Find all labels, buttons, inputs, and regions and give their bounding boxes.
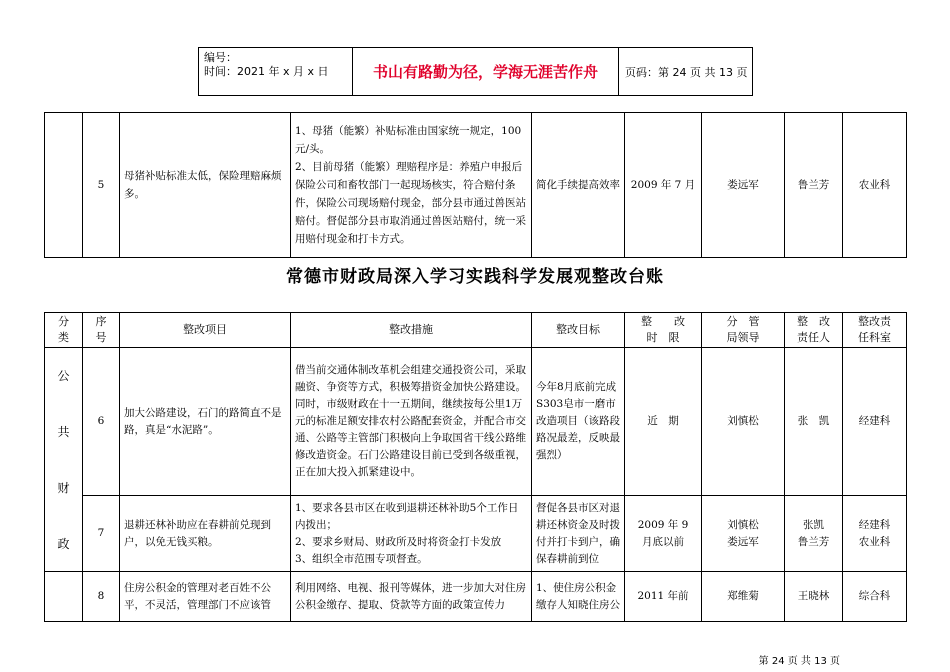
col-header-person: 整 改 责任人 <box>785 313 843 348</box>
col-header-category: 分 类 <box>45 313 83 348</box>
document-time-label: 时间：2021 年 x 月 x 日 <box>204 65 329 78</box>
page-footer: 第 24 页 共 13 页 <box>758 656 840 667</box>
document-title: 常德市财政局深入学习实践科学发展观整改台账 <box>286 267 664 287</box>
seq-cell: 6 <box>83 348 120 496</box>
deadline-cell: 2009 年 7 月 <box>625 113 702 258</box>
dept-cell: 综合科 <box>843 572 907 622</box>
item-cell: 退耕还林补助应在春耕前兑现到户，以免无钱买粮。 <box>120 496 291 572</box>
table-row <box>45 113 907 258</box>
person-cell: 王晓林 <box>785 572 843 622</box>
measures-cell: 1、要求各县市区在收到退耕还林补助5个工作日内拨出； 2、要求乡财局、财政所及时将资金打卡发放 3、组织全市范围专项督查。 <box>291 496 532 572</box>
table-row <box>45 348 907 496</box>
measures-cell: 1、母猪（能繁）补贴标准由国家统一规定，100元/头。 2、目前母猪（能繁）理赔程序是：养殖户申报后保险公司和畜牧部门一起现场核实，符合赔付条件，保险公司现场赔付现金，部分县市通过兽医站赔付。督促部分县市取消通过兽医站赔付，统一采用赔付现金和打卡方式。 <box>291 113 532 258</box>
person-cell: 张 凯 <box>785 348 843 496</box>
header-motto: 书山有路勤为径，学海无涯苦作舟 <box>353 48 619 95</box>
dept-cell: 经建科 农业科 <box>843 496 907 572</box>
person-cell: 鲁兰芳 <box>785 113 843 258</box>
header-meta <box>199 48 353 95</box>
col-header-leader: 分 管 局领导 <box>702 313 785 348</box>
measures-cell: 利用网络、电视、报刊等媒体，进一步加大对住房公积金缴存、提取、贷款等方面的政策宣传力 <box>291 572 532 622</box>
col-header-dept: 整改责 任科室 <box>843 313 907 348</box>
item-cell: 母猪补贴标准太低，保险理赔麻烦多。 <box>120 113 291 258</box>
item-cell: 住房公积金的管理对老百姓不公平，不灵活，管理部门不应该管 <box>120 572 291 622</box>
table-row <box>45 496 907 572</box>
rectification-table <box>44 312 907 622</box>
goal-cell: 简化手续提高效率 <box>532 113 625 258</box>
deadline-cell: 2011 年前 <box>625 572 702 622</box>
page-header <box>198 47 753 96</box>
col-header-goal: 整改目标 <box>532 313 625 348</box>
table-header-row <box>45 313 907 348</box>
leader-cell: 郑维菊 <box>702 572 785 622</box>
category-cell <box>45 113 83 258</box>
deadline-cell: 2009 年 9 月底以前 <box>625 496 702 572</box>
col-header-deadline: 整 改 时 限 <box>625 313 702 348</box>
dept-cell: 经建科 <box>843 348 907 496</box>
category-cell <box>45 572 83 622</box>
table-row <box>45 572 907 622</box>
dept-cell: 农业科 <box>843 113 907 258</box>
category-cell: 公 共 财 政 <box>45 348 83 572</box>
leader-cell: 刘慎松 娄远军 <box>702 496 785 572</box>
header-page-label: 页码：第 24 页 共 13 页 <box>625 65 748 79</box>
goal-cell: 督促各县市区对退耕还林资金及时拨付并打卡到户，确保春耕前到位 <box>532 496 625 572</box>
deadline-cell: 近 期 <box>625 348 702 496</box>
seq-cell: 7 <box>83 496 120 572</box>
goal-cell: 今年8月底前完成S303皂市一磨市改造项目（该路段路况最差，反映最强烈） <box>532 348 625 496</box>
col-header-seq: 序 号 <box>83 313 120 348</box>
col-header-item: 整改项目 <box>120 313 291 348</box>
document-number-label: 编号： <box>204 51 237 64</box>
continued-table <box>44 112 907 258</box>
item-cell: 加大公路建设，石门的路简直不是路，真是“水泥路”。 <box>120 348 291 496</box>
leader-cell: 刘慎松 <box>702 348 785 496</box>
col-header-measures: 整改措施 <box>291 313 532 348</box>
goal-cell: 1、使住房公积金缴存人知晓住房公 <box>532 572 625 622</box>
seq-cell: 8 <box>83 572 120 622</box>
measures-cell: 借当前交通体制改革机会组建交通投资公司，采取融资、争资等方式，积极筹措资金加快公路建设。同时，市级财政在十一五期间，继续按每公里1万元的标准足额安排农村公路配套资金，并配合市交通、公路等主管部门积极向上争取国省干线公路维修改造资金。石门公路建设目前已受到各级重视，正在加大投入抓紧建设中。 <box>291 348 532 496</box>
leader-cell: 娄远军 <box>702 113 785 258</box>
person-cell: 张凯 鲁兰芳 <box>785 496 843 572</box>
seq-cell: 5 <box>83 113 120 258</box>
